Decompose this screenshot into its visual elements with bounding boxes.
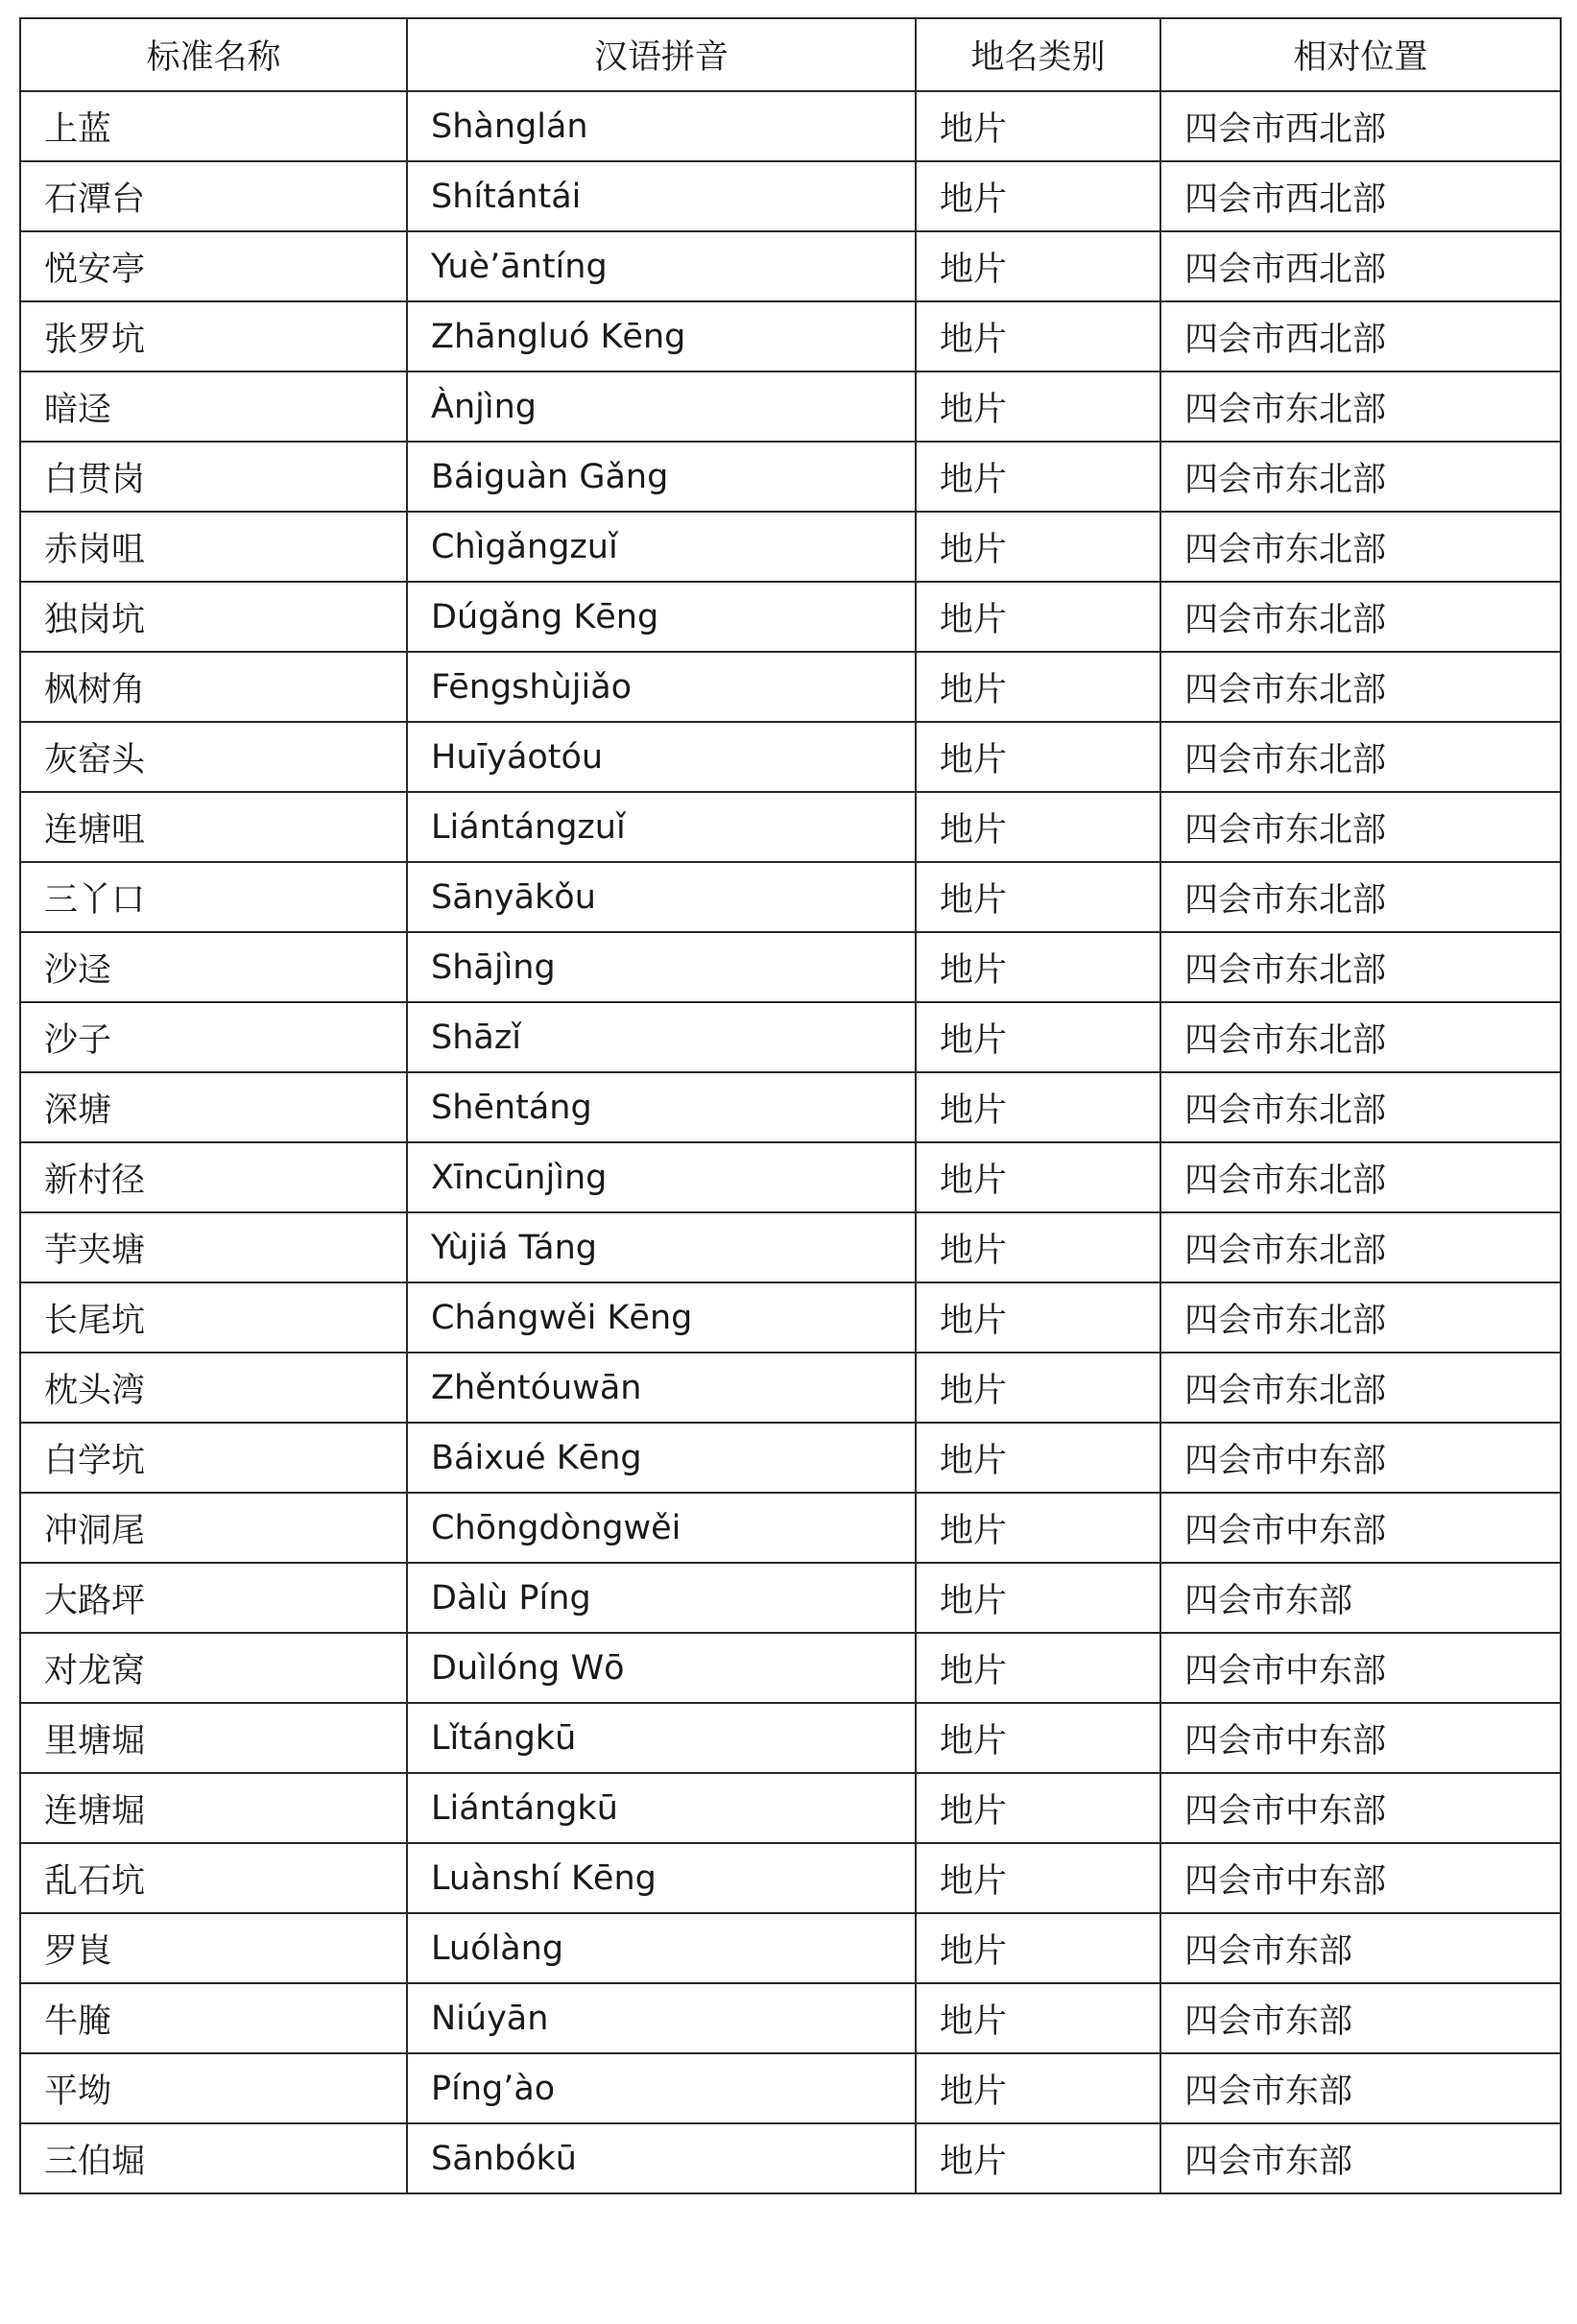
table-row — [20, 1282, 1561, 1353]
cell-relative-location: 四会市东北部 — [1160, 1212, 1561, 1282]
cell-standard-name: 灰窑头 — [20, 722, 407, 792]
cell-relative-location: 四会市东北部 — [1160, 1282, 1561, 1353]
cell-standard-name: 白贯岗 — [20, 442, 407, 512]
cell-standard-name: 独岗坑 — [20, 582, 407, 652]
cell-place-type: 地片 — [916, 1282, 1160, 1353]
table-row — [20, 2053, 1561, 2123]
cell-place-type: 地片 — [916, 862, 1160, 932]
cell-pinyin: Niúyān — [407, 1983, 916, 2053]
table-row — [20, 652, 1561, 722]
table-row — [20, 231, 1561, 301]
cell-pinyin: Luólàng — [407, 1913, 916, 1983]
table-row — [20, 1843, 1561, 1913]
table-row — [20, 1072, 1561, 1142]
table-row — [20, 582, 1561, 652]
cell-pinyin: Shítántái — [407, 161, 916, 231]
cell-pinyin: Yùjiá Táng — [407, 1212, 916, 1282]
table-row — [20, 1983, 1561, 2053]
cell-pinyin: Báiguàn Gǎng — [407, 442, 916, 512]
table-row — [20, 792, 1561, 862]
cell-relative-location: 四会市东部 — [1160, 1983, 1561, 2053]
cell-pinyin: Chìgǎngzuǐ — [407, 512, 916, 582]
cell-place-type: 地片 — [916, 1843, 1160, 1913]
cell-relative-location: 四会市东北部 — [1160, 371, 1561, 442]
header-row — [20, 18, 1561, 91]
cell-standard-name: 沙迳 — [20, 932, 407, 1002]
cell-relative-location: 四会市西北部 — [1160, 231, 1561, 301]
cell-standard-name: 芋夹塘 — [20, 1212, 407, 1282]
table-header — [20, 18, 1561, 91]
cell-pinyin: Luànshí Kēng — [407, 1843, 916, 1913]
table-row — [20, 1563, 1561, 1633]
table-row — [20, 722, 1561, 792]
cell-relative-location: 四会市中东部 — [1160, 1423, 1561, 1493]
cell-place-type: 地片 — [916, 1983, 1160, 2053]
cell-place-type: 地片 — [916, 231, 1160, 301]
cell-place-type: 地片 — [916, 301, 1160, 371]
table-row — [20, 442, 1561, 512]
cell-place-type: 地片 — [916, 582, 1160, 652]
table-row — [20, 1353, 1561, 1423]
cell-pinyin: Chōngdòngwěi — [407, 1493, 916, 1563]
cell-place-type: 地片 — [916, 1353, 1160, 1423]
cell-standard-name: 张罗坑 — [20, 301, 407, 371]
cell-standard-name: 乱石坑 — [20, 1843, 407, 1913]
cell-pinyin: Xīncūnjìng — [407, 1142, 916, 1212]
table-row — [20, 1002, 1561, 1072]
cell-relative-location: 四会市东北部 — [1160, 512, 1561, 582]
cell-place-type: 地片 — [916, 1423, 1160, 1493]
cell-place-type: 地片 — [916, 792, 1160, 862]
table-row — [20, 91, 1561, 161]
cell-pinyin: Shājìng — [407, 932, 916, 1002]
cell-place-type: 地片 — [916, 652, 1160, 722]
cell-place-type: 地片 — [916, 2053, 1160, 2123]
cell-pinyin: Shànglán — [407, 91, 916, 161]
cell-place-type: 地片 — [916, 442, 1160, 512]
cell-place-type: 地片 — [916, 1913, 1160, 1983]
cell-place-type: 地片 — [916, 1773, 1160, 1843]
cell-relative-location: 四会市东北部 — [1160, 582, 1561, 652]
cell-pinyin: Lǐtángkū — [407, 1703, 916, 1773]
cell-standard-name: 连塘咀 — [20, 792, 407, 862]
cell-relative-location: 四会市中东部 — [1160, 1773, 1561, 1843]
cell-place-type: 地片 — [916, 1563, 1160, 1633]
cell-relative-location: 四会市东北部 — [1160, 1353, 1561, 1423]
cell-standard-name: 三伯堀 — [20, 2123, 407, 2193]
cell-relative-location: 四会市东北部 — [1160, 862, 1561, 932]
cell-pinyin: Liántángkū — [407, 1773, 916, 1843]
cell-pinyin: Sānyākǒu — [407, 862, 916, 932]
table-row — [20, 1703, 1561, 1773]
cell-standard-name: 长尾坑 — [20, 1282, 407, 1353]
cell-place-type: 地片 — [916, 722, 1160, 792]
cell-pinyin: Chángwěi Kēng — [407, 1282, 916, 1353]
cell-relative-location: 四会市中东部 — [1160, 1493, 1561, 1563]
cell-place-type: 地片 — [916, 1633, 1160, 1703]
cell-pinyin: Dàlù Píng — [407, 1563, 916, 1633]
cell-pinyin: Yuè’āntíng — [407, 231, 916, 301]
cell-relative-location: 四会市东北部 — [1160, 722, 1561, 792]
cell-pinyin: Shāzǐ — [407, 1002, 916, 1072]
cell-pinyin: Dúgǎng Kēng — [407, 582, 916, 652]
cell-standard-name: 白学坑 — [20, 1423, 407, 1493]
cell-relative-location: 四会市中东部 — [1160, 1633, 1561, 1703]
header-relative-location: 相对位置 — [1160, 18, 1561, 91]
cell-pinyin: Huīyáotóu — [407, 722, 916, 792]
cell-standard-name: 大路坪 — [20, 1563, 407, 1633]
cell-relative-location: 四会市东北部 — [1160, 792, 1561, 862]
table-row — [20, 371, 1561, 442]
cell-standard-name: 石潭台 — [20, 161, 407, 231]
table-row — [20, 1633, 1561, 1703]
cell-place-type: 地片 — [916, 932, 1160, 1002]
cell-relative-location: 四会市东北部 — [1160, 932, 1561, 1002]
table-body — [20, 91, 1561, 2193]
cell-standard-name: 赤岗咀 — [20, 512, 407, 582]
cell-place-type: 地片 — [916, 1002, 1160, 1072]
table-row — [20, 1913, 1561, 1983]
cell-place-type: 地片 — [916, 512, 1160, 582]
cell-standard-name: 深塘 — [20, 1072, 407, 1142]
cell-standard-name: 罗崀 — [20, 1913, 407, 1983]
table-row — [20, 161, 1561, 231]
cell-place-type: 地片 — [916, 1212, 1160, 1282]
cell-place-type: 地片 — [916, 1142, 1160, 1212]
cell-relative-location: 四会市东北部 — [1160, 1072, 1561, 1142]
header-pinyin: 汉语拼音 — [407, 18, 916, 91]
cell-place-type: 地片 — [916, 371, 1160, 442]
cell-pinyin: Liántángzuǐ — [407, 792, 916, 862]
header-place-type: 地名类别 — [916, 18, 1160, 91]
cell-standard-name: 里塘堀 — [20, 1703, 407, 1773]
cell-place-type: 地片 — [916, 91, 1160, 161]
cell-standard-name: 上蓝 — [20, 91, 407, 161]
cell-relative-location: 四会市东北部 — [1160, 442, 1561, 512]
cell-pinyin: Píng’ào — [407, 2053, 916, 2123]
header-standard-name: 标准名称 — [20, 18, 407, 91]
cell-relative-location: 四会市东部 — [1160, 1913, 1561, 1983]
place-name-table — [19, 17, 1562, 2194]
table-row — [20, 932, 1561, 1002]
cell-pinyin: Sānbókū — [407, 2123, 916, 2193]
cell-standard-name: 暗迳 — [20, 371, 407, 442]
cell-relative-location: 四会市东北部 — [1160, 1002, 1561, 1072]
cell-relative-location: 四会市中东部 — [1160, 1843, 1561, 1913]
table-row — [20, 301, 1561, 371]
cell-relative-location: 四会市西北部 — [1160, 301, 1561, 371]
cell-standard-name: 新村径 — [20, 1142, 407, 1212]
cell-pinyin: Duìlóng Wō — [407, 1633, 916, 1703]
cell-standard-name: 沙子 — [20, 1002, 407, 1072]
table-row — [20, 1773, 1561, 1843]
table-row — [20, 1493, 1561, 1563]
cell-relative-location: 四会市东北部 — [1160, 652, 1561, 722]
cell-relative-location: 四会市东部 — [1160, 1563, 1561, 1633]
cell-pinyin: Zhěntóuwān — [407, 1353, 916, 1423]
cell-standard-name: 平坳 — [20, 2053, 407, 2123]
cell-pinyin: Ànjìng — [407, 371, 916, 442]
cell-standard-name: 连塘堀 — [20, 1773, 407, 1843]
cell-place-type: 地片 — [916, 1072, 1160, 1142]
cell-relative-location: 四会市西北部 — [1160, 91, 1561, 161]
cell-place-type: 地片 — [916, 2123, 1160, 2193]
table-row — [20, 512, 1561, 582]
cell-standard-name: 悦安亭 — [20, 231, 407, 301]
cell-relative-location: 四会市西北部 — [1160, 161, 1561, 231]
cell-place-type: 地片 — [916, 161, 1160, 231]
cell-place-type: 地片 — [916, 1703, 1160, 1773]
cell-pinyin: Shēntáng — [407, 1072, 916, 1142]
cell-standard-name: 三丫口 — [20, 862, 407, 932]
table-row — [20, 1212, 1561, 1282]
table-row — [20, 862, 1561, 932]
cell-relative-location: 四会市东部 — [1160, 2053, 1561, 2123]
table-row — [20, 2123, 1561, 2193]
cell-standard-name: 冲洞尾 — [20, 1493, 407, 1563]
cell-relative-location: 四会市东部 — [1160, 2123, 1561, 2193]
cell-pinyin: Fēngshùjiǎo — [407, 652, 916, 722]
cell-pinyin: Báixué Kēng — [407, 1423, 916, 1493]
cell-pinyin: Zhāngluó Kēng — [407, 301, 916, 371]
cell-place-type: 地片 — [916, 1493, 1160, 1563]
cell-standard-name: 枫树角 — [20, 652, 407, 722]
cell-relative-location: 四会市东北部 — [1160, 1142, 1561, 1212]
cell-standard-name: 牛腌 — [20, 1983, 407, 2053]
cell-standard-name: 枕头湾 — [20, 1353, 407, 1423]
table-row — [20, 1142, 1561, 1212]
cell-relative-location: 四会市中东部 — [1160, 1703, 1561, 1773]
cell-standard-name: 对龙窝 — [20, 1633, 407, 1703]
table-row — [20, 1423, 1561, 1493]
